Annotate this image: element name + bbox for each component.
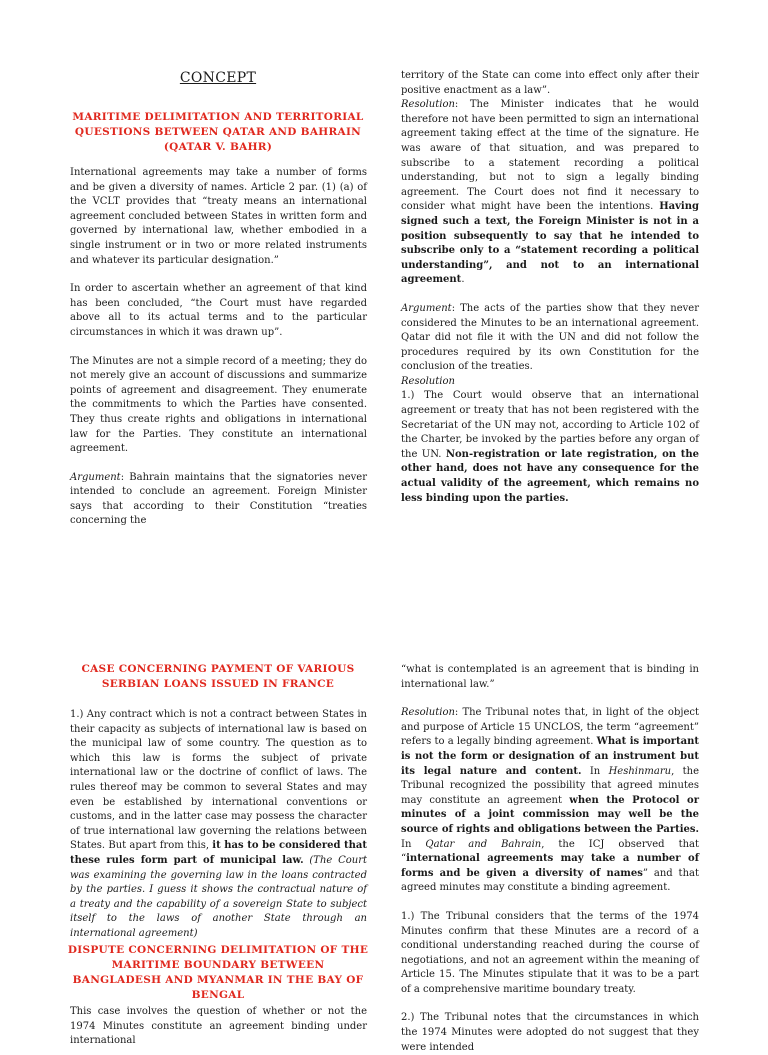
- argument-label: Argument: [401, 302, 452, 314]
- paragraph: The Minutes are not a simple record of a meeting; they do not merely give an account of discussions and summarize points of agreement and disagreement. They enumerate the commitments to which the Parties have consented. They thus create rights and obligations in international law for the Parties. They constitute an international agreement.: [70, 355, 367, 455]
- left-column-top: [70, 166, 367, 529]
- right-column-bottom: [401, 663, 699, 1055]
- paragraph: Argument: The acts of the parties show that they never considered the Minutes to be an international agreement. Qatar did not file it with the UN and did not follow the procedures required by its own Constitution for the conclusion of the treaties.: [401, 302, 699, 373]
- paragraph: “what is contemplated is an agreement that is binding in international law.”: [401, 664, 699, 690]
- left-column-bottom: [70, 708, 367, 942]
- argument-label: Argument: [70, 471, 121, 483]
- paragraph: 1.) Any contract which is not a contract between States in their capacity as subjects of international law is based on the municipal law of some country. The question as to which this law is forms the subject of private international law or the doctrine of conflict of laws. The rules thereof may be common to several States and may even be established by international conventions or customs, and in the latter case may possess the character of true international law governing the relations between States. But apart from this, it has to be considered that these rules form part of municipal law. (The Court was examining the governing law in the loans contracted by the parties. I guess it shows the contractual nature of a treaty and the capability of a sovereign State to subject itself to the laws of another State through an international agreement): [70, 709, 367, 939]
- resolution-label: Resolution: [401, 99, 455, 111]
- right-column-top: [401, 69, 699, 506]
- case-heading-serbian-loans: CASE CONCERNING PAYMENT OF VARIOUS SERBIAN LOANS ISSUED IN FRANCE: [81, 663, 355, 690]
- paragraph: Resolution: The Tribunal notes that, in light of the object and purpose of Article 15 UNCLOS, the term “agreement” refers to a legally binding agreement. What is important is not the form or designation of an instrument but its legal nature and content. In Heshinmaru, the Tribunal recognized the possibility that agreed minutes may constitute an agreement when the Protocol or minutes of a joint commission may well be the source of rights and obligations between the Parties. In Qatar and Bahrain, the ICJ observed that “international agreements may take a number of forms and be given a diversity of names” and that agreed minutes may constitute a binding agreement.: [401, 707, 700, 894]
- left-column-bottom-2: [70, 1005, 367, 1049]
- resolution-label: Resolution: [401, 375, 455, 387]
- case-heading-bangladesh-myanmar: DISPUTE CONCERNING DELIMITATION OF THE MARITIME BOUNDARY BETWEEN BANGLADESH AND MYANMAR IN THE BAY OF BENGAL: [67, 944, 369, 1001]
- paragraph: 1.) The Tribunal considers that the terms of the 1974 Minutes confirm that these Minutes are a record of a conditional understanding reached during the course of negotiations, and not an agreement within the meaning of Article 15. The Minutes stipulate that it was to be a part of a comprehensive maritime boundary treaty.: [401, 910, 699, 995]
- paragraph: In order to ascertain whether an agreement of that kind has been concluded, “the Court must have regarded above all to its actual terms and to the particular circumstances in which it was drawn up”.: [70, 283, 367, 338]
- paragraph: Resolution: The Minister indicates that he would therefore not have been permitted to sign an international agreement taking effect at the time of the signature. He was aware of that situation, and was prepared to subscribe to a statement recording a political understanding, but not to sign a legally binding agreement. The Court does not find it necessary to consider what might have been the intentions. Having signed such a text, the Foreign Minister is not in a position subsequently to say that he intended to subscribe only to a “statement recording a political understanding”, and not to an international agreement.: [401, 99, 699, 286]
- paragraph: [401, 375, 699, 390]
- page-title: CONCEPT: [179, 70, 257, 86]
- paragraph: territory of the State can come into effect only after their positive enactment as a law”.: [401, 70, 699, 96]
- case-heading-qatar-bahrain: MARITIME DELIMITATION AND TERRITORIAL QUESTIONS BETWEEN QATAR AND BAHRAIN (QATAR V. BAHR): [72, 111, 364, 153]
- paragraph: International agreements may take a number of forms and be given a diversity of names. Article 2 par. (1) (a) of the VCLT provides that “treaty means an international agreement concluded between States in written form and governed by international law, whether embodied in a single instrument or in two or more related instruments and whatever its particular designation.”: [70, 167, 367, 266]
- paragraph: 2.) The Tribunal notes that the circumstances in which the 1974 Minutes were adopted do not suggest that they were intended: [401, 1012, 699, 1053]
- paragraph: This case involves the question of whether or not the 1974 Minutes constitute an agreement binding under international: [70, 1006, 367, 1047]
- paragraph: Argument: Bahrain maintains that the signatories never intended to conclude an agreement. Foreign Minister says that according to their Constitution “treaties concerning the: [70, 471, 367, 527]
- paragraph: 1.) The Court would observe that an international agreement or treaty that has not been registered with the Secretariat of the UN may not, according to Article 102 of the Charter, be invoked by the parties before any organ of the UN. Non-registration or late registration, on the other hand, does not have any consequence for the actual validity of the agreement, which remains no less binding upon the parties.: [401, 390, 699, 504]
